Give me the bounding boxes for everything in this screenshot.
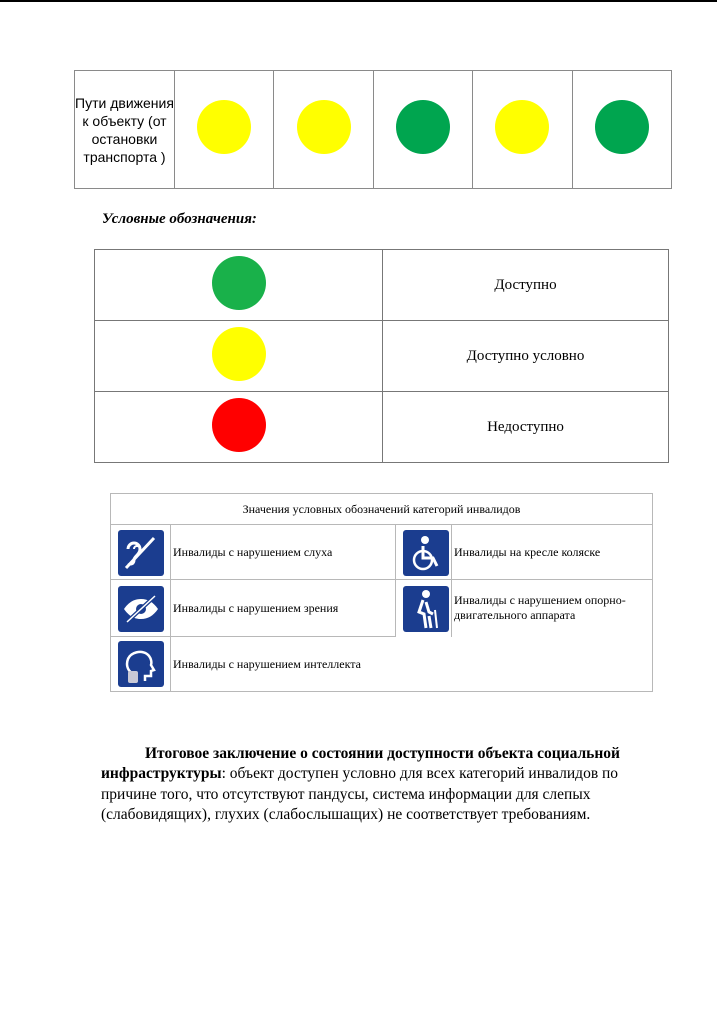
top-border bbox=[0, 0, 717, 2]
category-label: Инвалиды с нарушением слуха bbox=[173, 544, 333, 559]
legend-dot bbox=[212, 256, 266, 310]
status-dot bbox=[197, 100, 251, 154]
category-label: Инвалиды с нарушением опорно-двигательного аппарата bbox=[454, 593, 626, 622]
category-label: Инвалиды на кресле коляске bbox=[454, 544, 601, 559]
categories-header: Значения условных обозначений категорий инвалидов bbox=[111, 494, 652, 525]
legend-dot bbox=[212, 398, 266, 452]
legend-table bbox=[94, 249, 669, 463]
status-dot bbox=[396, 100, 450, 154]
legend-dot bbox=[212, 327, 266, 381]
intellect-impaired-icon bbox=[118, 641, 164, 687]
legend-label: Доступно условно bbox=[383, 321, 669, 392]
route-label: Пути движения к объекту (от остановки транспорта ) bbox=[75, 71, 175, 189]
conclusion-paragraph bbox=[101, 744, 671, 826]
category-label: Инвалиды с нарушением интеллекта bbox=[173, 656, 361, 671]
divider bbox=[451, 525, 452, 637]
vision-impaired-icon bbox=[118, 586, 164, 632]
legend-label: Доступно bbox=[383, 250, 669, 321]
conclusion-heading: Итоговое заключение о состоянии доступности объекта социальной инфраструктуры bbox=[101, 744, 620, 782]
conclusion-text: : объект доступен условно для всех категорий инвалидов по причине того, что отсутствуют пандусы, система информации для слепых (слабовидящих), глухих (слабослышащих) не соответствует требованиям. bbox=[101, 765, 619, 823]
category-label: Инвалиды с нарушением зрения bbox=[173, 600, 339, 615]
divider bbox=[395, 525, 396, 637]
status-dot bbox=[495, 100, 549, 154]
divider bbox=[170, 525, 171, 691]
legend-title: Условные обозначения: bbox=[102, 211, 257, 227]
wheelchair-icon bbox=[403, 530, 449, 576]
status-dot bbox=[595, 100, 649, 154]
table-row bbox=[95, 321, 669, 392]
categories-panel bbox=[110, 493, 653, 692]
table-row bbox=[75, 71, 672, 189]
table-row bbox=[95, 392, 669, 463]
route-status-table bbox=[74, 70, 672, 189]
legend-label: Недоступно bbox=[383, 392, 669, 463]
hearing-impaired-icon bbox=[118, 530, 164, 576]
mobility-impaired-icon bbox=[403, 586, 449, 632]
table-row bbox=[95, 250, 669, 321]
status-dot bbox=[297, 100, 351, 154]
